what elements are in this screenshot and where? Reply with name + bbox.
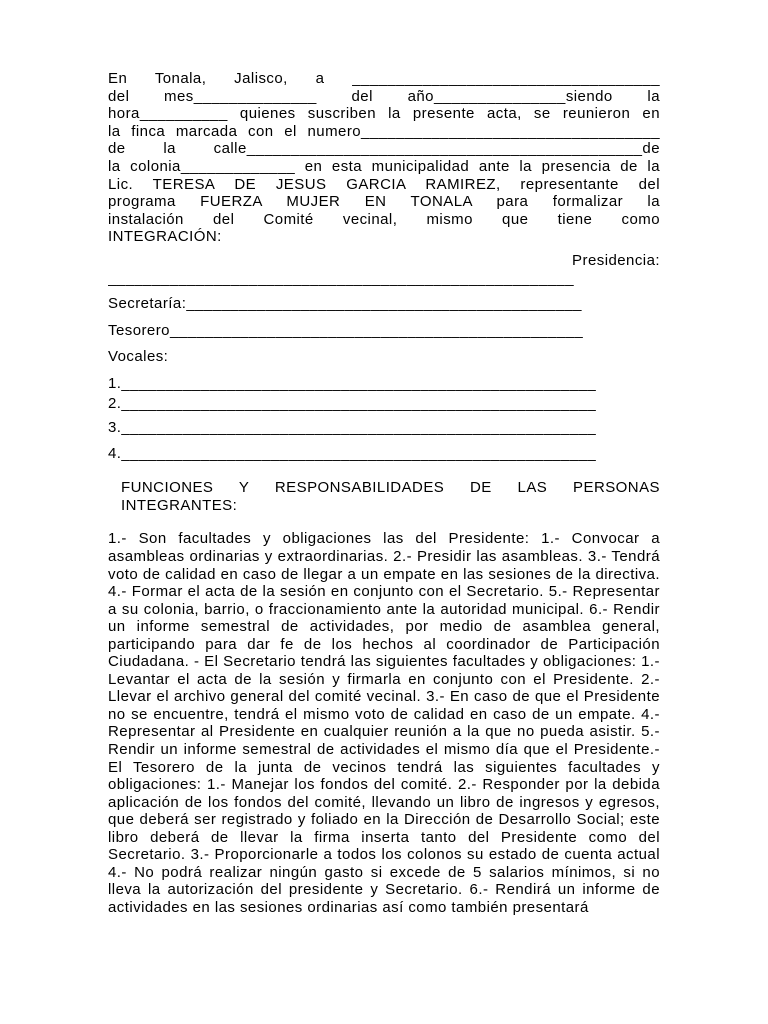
section-heading — [108, 479, 660, 514]
secretaria-field: Secretaría:_____________________________________________ — [108, 295, 582, 313]
intro-line: programa FUERZA MUJER EN TONALA para formalizar la — [108, 193, 660, 211]
intro-line-last: INTEGRACIÓN: — [108, 228, 222, 246]
intro-paragraph — [108, 70, 660, 246]
vocal-field-3: 3.______________________________________________________ — [108, 419, 597, 437]
intro-line: la colonia_____________ en esta municipalidad ante la presencia de la — [108, 157, 660, 175]
document-page — [108, 70, 660, 917]
vocal-field-2: 2.______________________________________________________ — [108, 394, 597, 412]
tesorero-field: Tesorero_______________________________________________ — [108, 321, 584, 339]
intro-line: En Tonala, Jalisco, a ___________________________________ — [108, 70, 660, 87]
intro-line: de la calle_____________________________________________de — [108, 140, 660, 158]
intro-line: hora__________ quienes suscriben la presente acta, se reunieron en — [108, 105, 660, 123]
vocal-field-4: 4.______________________________________________________ — [108, 444, 597, 462]
section-heading-line: FUNCIONES Y RESPONSABILIDADES DE LAS PERSONAS — [121, 479, 660, 497]
section-heading-line: INTEGRANTES: — [121, 496, 238, 514]
presidencia-label: Presidencia: — [572, 251, 660, 269]
presidencia-blank: _____________________________________________________ — [108, 269, 574, 287]
intro-line: Lic. TERESA DE JESUS GARCIA RAMIREZ, representante del — [108, 175, 660, 193]
intro-line: del mes______________ del año_______________siendo la — [108, 87, 660, 105]
vocal-field-1: 1.______________________________________________________ — [108, 374, 597, 392]
body-paragraph: 1.- Son facultades y obligaciones las del Presidente: 1.- Convocar a asambleas ordinarias y extraordinarias. 2.- Presidir las asambleas. 3.- Tendrá voto de calidad en caso de llegar a un empate en las sesiones de la directiva. 4.- Formar el acta de la sesión en conjunto con el Secretario. 5.- Representar a su colonia, barrio, o fraccionamiento ante la autoridad municipal. 6.- Rendir un informe semestral de actividades, por medio de asamblea general, participando para dar fe de los hechos al coordinador de Participación Ciudadana. - El Secretario tendrá las siguientes facultades y obligaciones: 1.- Levantar el acta de la sesión y firmarla en conjunto con el Presidente. 2.- Llevar el archivo general del comité vecinal. 3.- En caso de que el Presidente no se encuentre, tendrá el mismo voto de calidad en caso de un empate. 4.- Representar al Presidente en cualquier reunión a la que no pueda asistir. 5.- Rendir un informe semestral de actividades el mismo día que el Presidente.- El Tesorero de la junta de vecinos tendrá las siguientes facultades y obligaciones: 1.- Manejar los fondos del comité. 2.- Responder por la debida aplicación de los fondos del comité, llevando un libro de ingresos y egresos, que deberá ser registrado y foliado en la Dirección de Desarrollo Social; este libro deberá de llevar la firma inserta tanto del Presidente como del Secretario. 3.- Proporcionarle a todos los colonos su estado de cuenta actual 4.- No podrá realizar ningún gasto si excede de 5 salarios mínimos, si no lleva la autorización del presidente y Secretario. 6.- Rendirá un informe de actividades en las sesiones ordinarias así como también presentará — [108, 530, 660, 916]
vocales-label: Vocales: — [108, 348, 169, 366]
intro-line: la finca marcada con el numero__________________________________ — [108, 122, 660, 140]
intro-line: instalación del Comité vecinal, mismo que tiene como — [108, 210, 660, 228]
